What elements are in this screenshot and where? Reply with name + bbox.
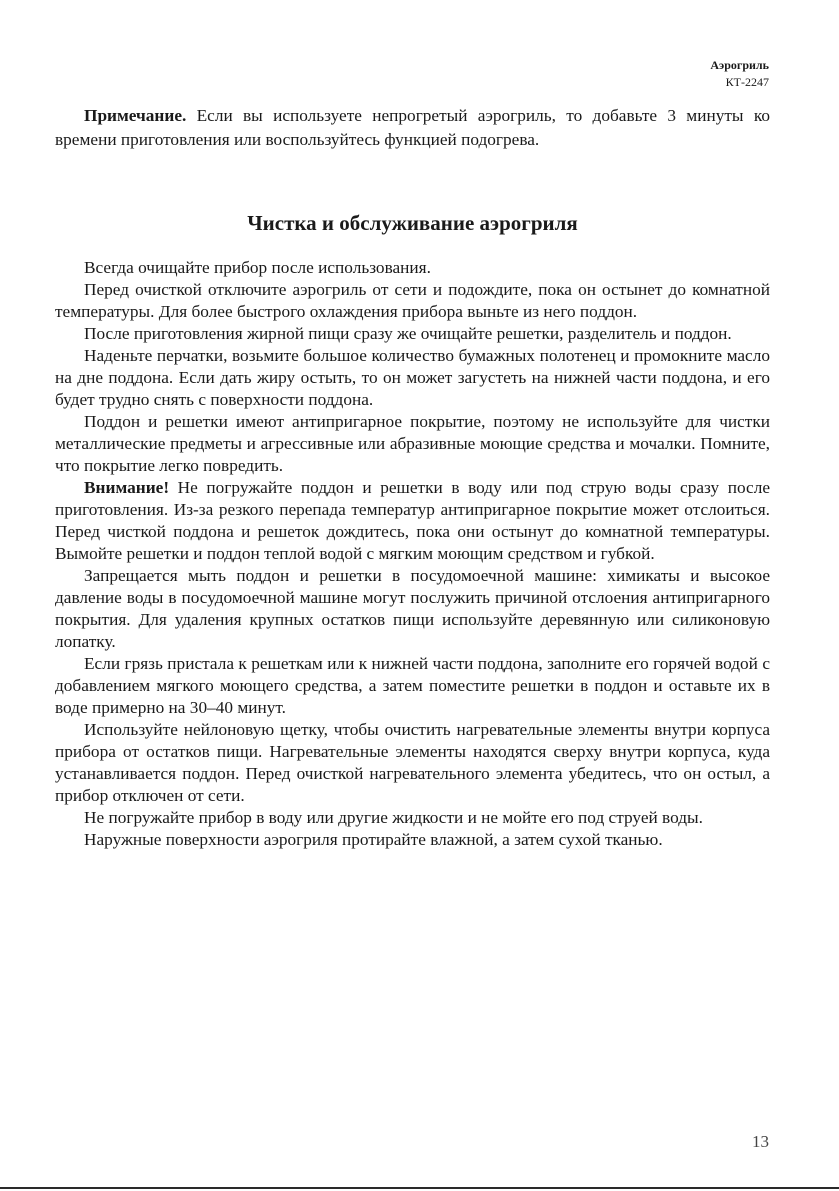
header-code: КТ-2247 (725, 75, 769, 89)
note-paragraph (55, 104, 770, 153)
warning-text: Не погружайте поддон и решетки в воду или под струю воды сразу после приготовления. Из-за резкого перепада температур антипригарное покрытие может отслоиться. Перед чисткой поддона и решеток дождитесь, пока они остынут до комнатной температуры. Вымойте решетки и поддон теплой водой с мягким моющим средством и губкой. (55, 478, 770, 563)
header-model: Аэрогриль (710, 58, 769, 72)
paragraph-8: Если грязь пристала к решеткам или к нижней части поддона, заполните его горячей водой с добавлением мягкого моющего средства, а затем поместите решетки в поддон и оставьте их в воде примерно на 30–40 минут. (55, 654, 770, 717)
note-label: Примечание. (84, 106, 187, 125)
paragraph-5: Поддон и решетки имеют антипригарное покрытие, поэтому не используйте для чистки металлические предметы и агрессивные или абразивные моющие средства и мочалки. Помните, что покрытие легко повредить. (55, 412, 770, 475)
paragraph-6 (55, 477, 770, 565)
running-header (710, 57, 769, 91)
paragraph-10: Не погружайте прибор в воду или другие жидкости и не мойте его под струей воды. (84, 808, 703, 827)
section-title: Чистка и обслуживание аэрогриля (247, 211, 578, 235)
paragraph-1: Всегда очищайте прибор после использования. (84, 258, 431, 277)
paragraph-2: Перед очисткой отключите аэрогриль от сети и подождите, пока он остынет до комнатной температуры. Для более быстрого охлаждения прибора выньте из него поддон. (55, 280, 770, 321)
note-text: Если вы используете непрогретый аэрогриль, то добавьте 3 минуты ко времени приготовления или воспользуйтесь функцией подогрева. (55, 106, 770, 150)
paragraph-11: Наружные поверхности аэрогриля протирайте влажной, а затем сухой тканью. (84, 830, 663, 849)
paragraph-4: Наденьте перчатки, возьмите большое количество бумажных полотенец и промокните масло на дне поддона. Если дать жиру остыть, то он может загустеть на нижней части поддона, и его будет трудно снять с поверхности поддона. (55, 346, 770, 409)
paragraph-9: Используйте нейлоновую щетку, чтобы очистить нагревательные элементы внутри корпуса прибора от остатков пищи. Нагревательные элементы находятся сверху внутри корпуса, куда устанавливается поддон. Перед очисткой нагревательного элемента убедитесь, что он остыл, а прибор отключен от сети. (55, 720, 770, 805)
page-number: 13 (752, 1132, 769, 1151)
section-body (55, 257, 770, 851)
paragraph-3: После приготовления жирной пищи сразу же очищайте решетки, разделитель и поддон. (84, 324, 732, 343)
bottom-divider (0, 1187, 839, 1189)
warning-label: Внимание! (84, 478, 170, 497)
paragraph-7: Запрещается мыть поддон и решетки в посудомоечной машине: химикаты и высокое давление воды в посудомоечной машине могут послужить причиной отслоения антипригарного покрытия. Для удаления крупных остатков пищи используйте деревянную или силиконовую лопатку. (55, 566, 770, 651)
